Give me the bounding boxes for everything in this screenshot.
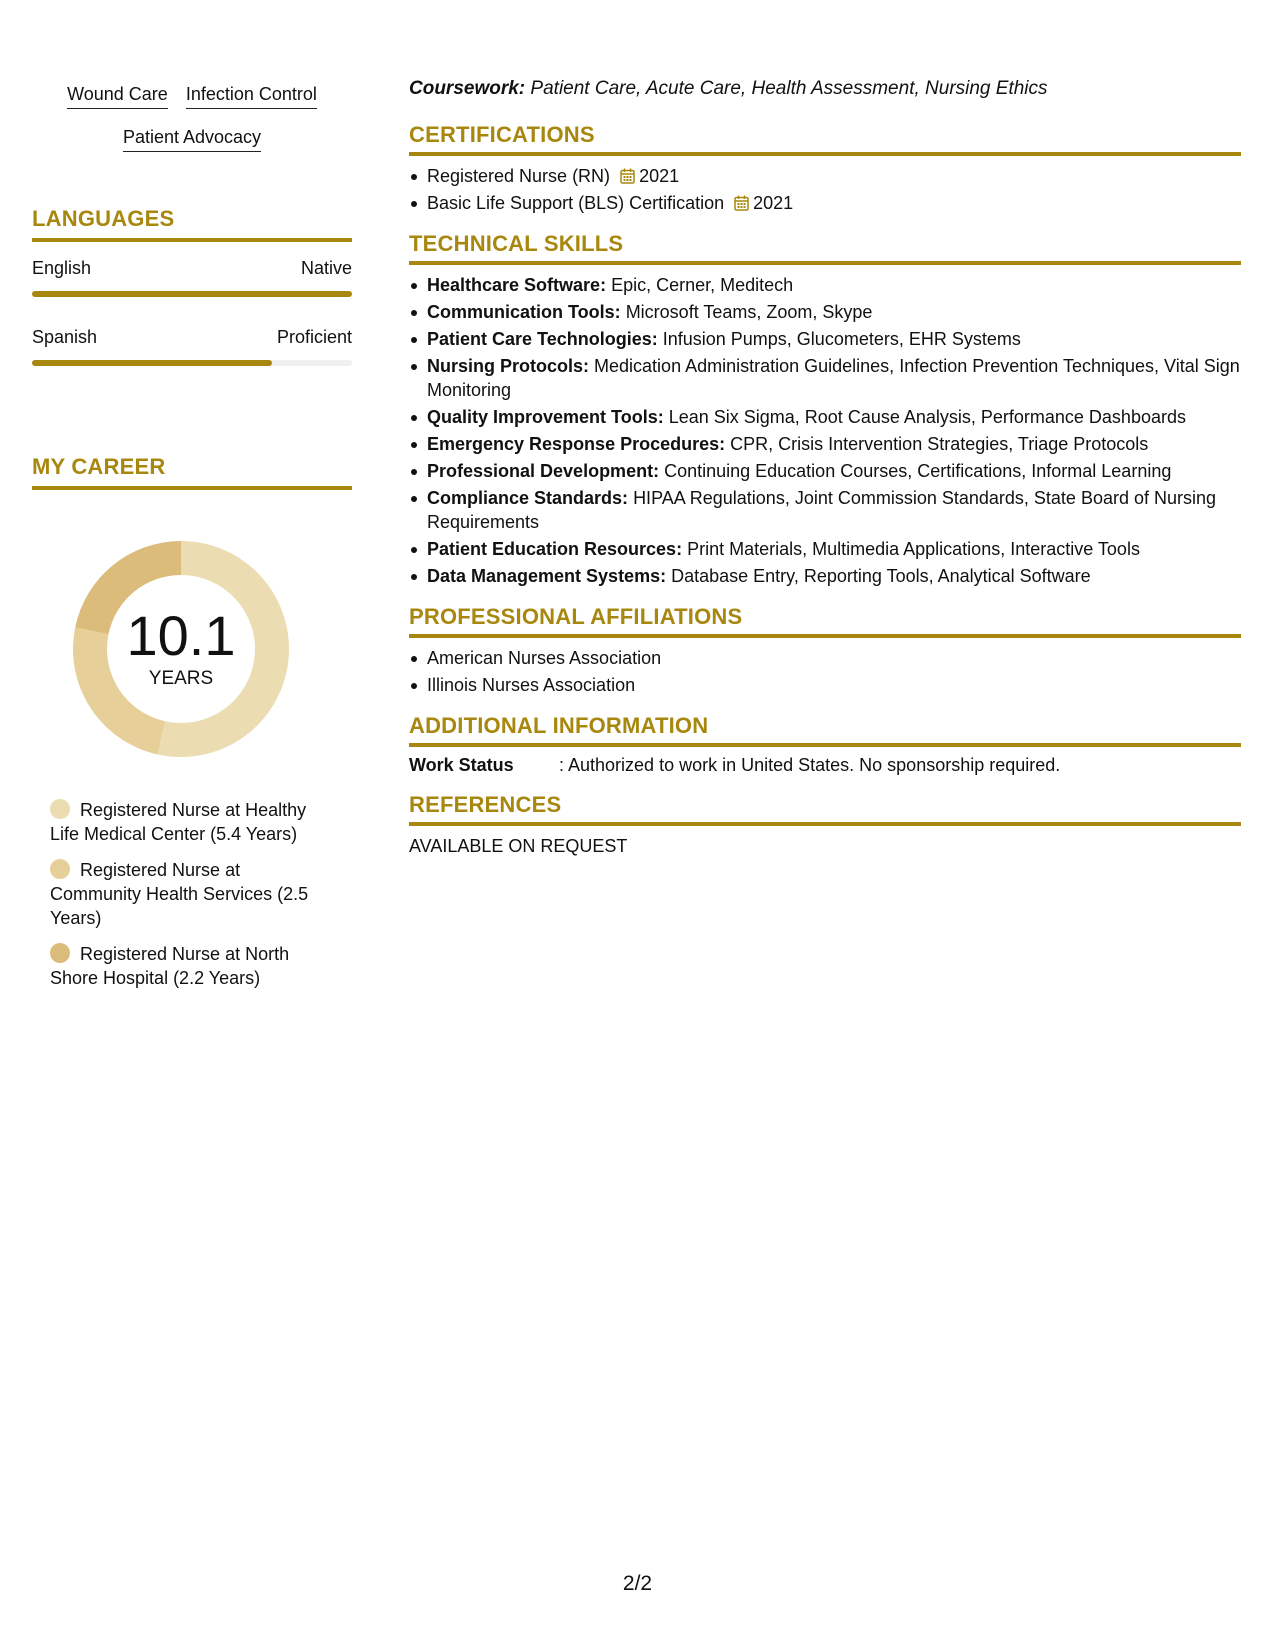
skill-category: Nursing Protocols: (427, 356, 590, 376)
work-status-label: Work Status (409, 755, 514, 775)
work-status-value: : Authorized to work in United States. No sponsorship required. (559, 755, 1061, 775)
certification-year: 2021 (753, 193, 794, 213)
languages-section (32, 206, 352, 366)
work-status-row (409, 755, 1241, 776)
legend-label: Registered Nurse at Healthy Life Medical Center (5.4 Years) (50, 800, 307, 844)
coursework-label: Coursework: (409, 78, 526, 99)
technical-skill-item (409, 564, 1241, 588)
coursework-text: Patient Care, Acute Care, Health Assessment, Nursing Ethics (530, 78, 1048, 99)
career-legend-item (50, 942, 320, 990)
coursework (409, 78, 1241, 100)
skill-category: Patient Education Resources: (427, 539, 683, 559)
technical-skill-item (409, 327, 1241, 351)
skill-category: Compliance Standards: (427, 488, 629, 508)
affiliations-list (409, 646, 1241, 697)
skill-category: Patient Care Technologies: (427, 329, 658, 349)
skill-category: Emergency Response Procedures: (427, 434, 726, 454)
certifications-list (409, 164, 1241, 215)
skill-tags (32, 84, 352, 152)
career-legend-item (50, 858, 320, 930)
language-bar-track (32, 360, 352, 366)
skill-values: Medication Administration Guidelines, Infection Prevention Techniques, Vital Sign Monitoring (427, 356, 1240, 400)
skill-category: Communication Tools: (427, 302, 621, 322)
calendar-icon (620, 168, 635, 184)
skill-values: CPR, Crisis Intervention Strategies, Triage Protocols (730, 434, 1149, 454)
skill-values: HIPAA Regulations, Joint Commission Standards, State Board of Nursing Requirements (427, 488, 1217, 532)
certification-year: 2021 (639, 166, 680, 186)
technical-skill-item (409, 486, 1241, 534)
technical-skills-heading: TECHNICAL SKILLS (409, 231, 1241, 265)
page-number: 2/2 (622, 1572, 653, 1595)
language-bar-fill (32, 291, 352, 297)
right-column (409, 78, 1241, 857)
career-total-value: 10.1 (126, 604, 236, 667)
technical-skill-item (409, 273, 1241, 297)
skill-category: Quality Improvement Tools: (427, 407, 664, 427)
certifications-heading: CERTIFICATIONS (409, 122, 1241, 156)
skill-tag: Patient Advocacy (123, 127, 261, 152)
career-legend-item (50, 798, 320, 846)
language-level: Native (300, 258, 352, 278)
technical-skill-item (409, 354, 1241, 402)
skill-tag: Wound Care (67, 84, 168, 109)
skill-category: Healthcare Software: (427, 275, 607, 295)
technical-skill-item (409, 405, 1241, 429)
skill-values: Microsoft Teams, Zoom, Skype (625, 302, 873, 322)
legend-label: Registered Nurse at Community Health Services (2.5 Years) (50, 860, 309, 928)
technical-skills-list (409, 273, 1241, 588)
references-heading: REFERENCES (409, 792, 1241, 826)
career-total-unit: YEARS (148, 668, 214, 689)
certification-item (409, 191, 1241, 215)
language-name: English (32, 258, 92, 278)
skill-tag-row (32, 84, 352, 109)
language-bar-track (32, 291, 352, 297)
skill-category: Professional Development: (427, 461, 660, 481)
certification-name: Basic Life Support (BLS) Certification (427, 193, 725, 213)
career-heading: MY CAREER (32, 454, 352, 490)
certification-item (409, 164, 1241, 188)
additional-info-heading: ADDITIONAL INFORMATION (409, 713, 1241, 747)
skill-values: Infusion Pumps, Glucometers, EHR Systems (662, 329, 1021, 349)
language-item (32, 327, 352, 366)
technical-skill-item (409, 300, 1241, 324)
career-legend (50, 798, 320, 990)
skill-values: Lean Six Sigma, Root Cause Analysis, Performance Dashboards (668, 407, 1186, 427)
language-item (32, 258, 352, 297)
affiliation-item: American Nurses Association (409, 646, 1241, 670)
skill-category: Data Management Systems: (427, 566, 667, 586)
skill-values: Continuing Education Courses, Certifications, Informal Learning (664, 461, 1172, 481)
legend-dot-icon (50, 859, 70, 879)
language-bar-fill (32, 360, 272, 366)
references-text: AVAILABLE ON REQUEST (409, 836, 628, 856)
affiliation-item: Illinois Nurses Association (409, 673, 1241, 697)
language-level: Proficient (276, 327, 352, 347)
skill-values: Epic, Cerner, Meditech (611, 275, 794, 295)
skill-values: Print Materials, Multimedia Applications, Interactive Tools (687, 539, 1140, 559)
technical-skill-item (409, 432, 1241, 456)
language-name: Spanish (32, 327, 98, 347)
skill-values: Database Entry, Reporting Tools, Analytical Software (671, 566, 1091, 586)
donut-center (66, 534, 296, 764)
career-donut-chart (66, 534, 296, 764)
technical-skill-item (409, 537, 1241, 561)
skill-tag: Infection Control (186, 84, 317, 109)
skill-tag-row (32, 127, 352, 152)
technical-skill-item (409, 459, 1241, 483)
affiliations-heading: PROFESSIONAL AFFILIATIONS (409, 604, 1241, 638)
legend-dot-icon (50, 943, 70, 963)
certification-name: Registered Nurse (RN) (427, 166, 611, 186)
legend-label: Registered Nurse at North Shore Hospital (2.2 Years) (50, 944, 290, 988)
languages-heading: LANGUAGES (32, 206, 352, 242)
left-column (32, 84, 352, 988)
career-section (32, 454, 352, 1002)
legend-dot-icon (50, 799, 70, 819)
calendar-icon (734, 195, 749, 211)
